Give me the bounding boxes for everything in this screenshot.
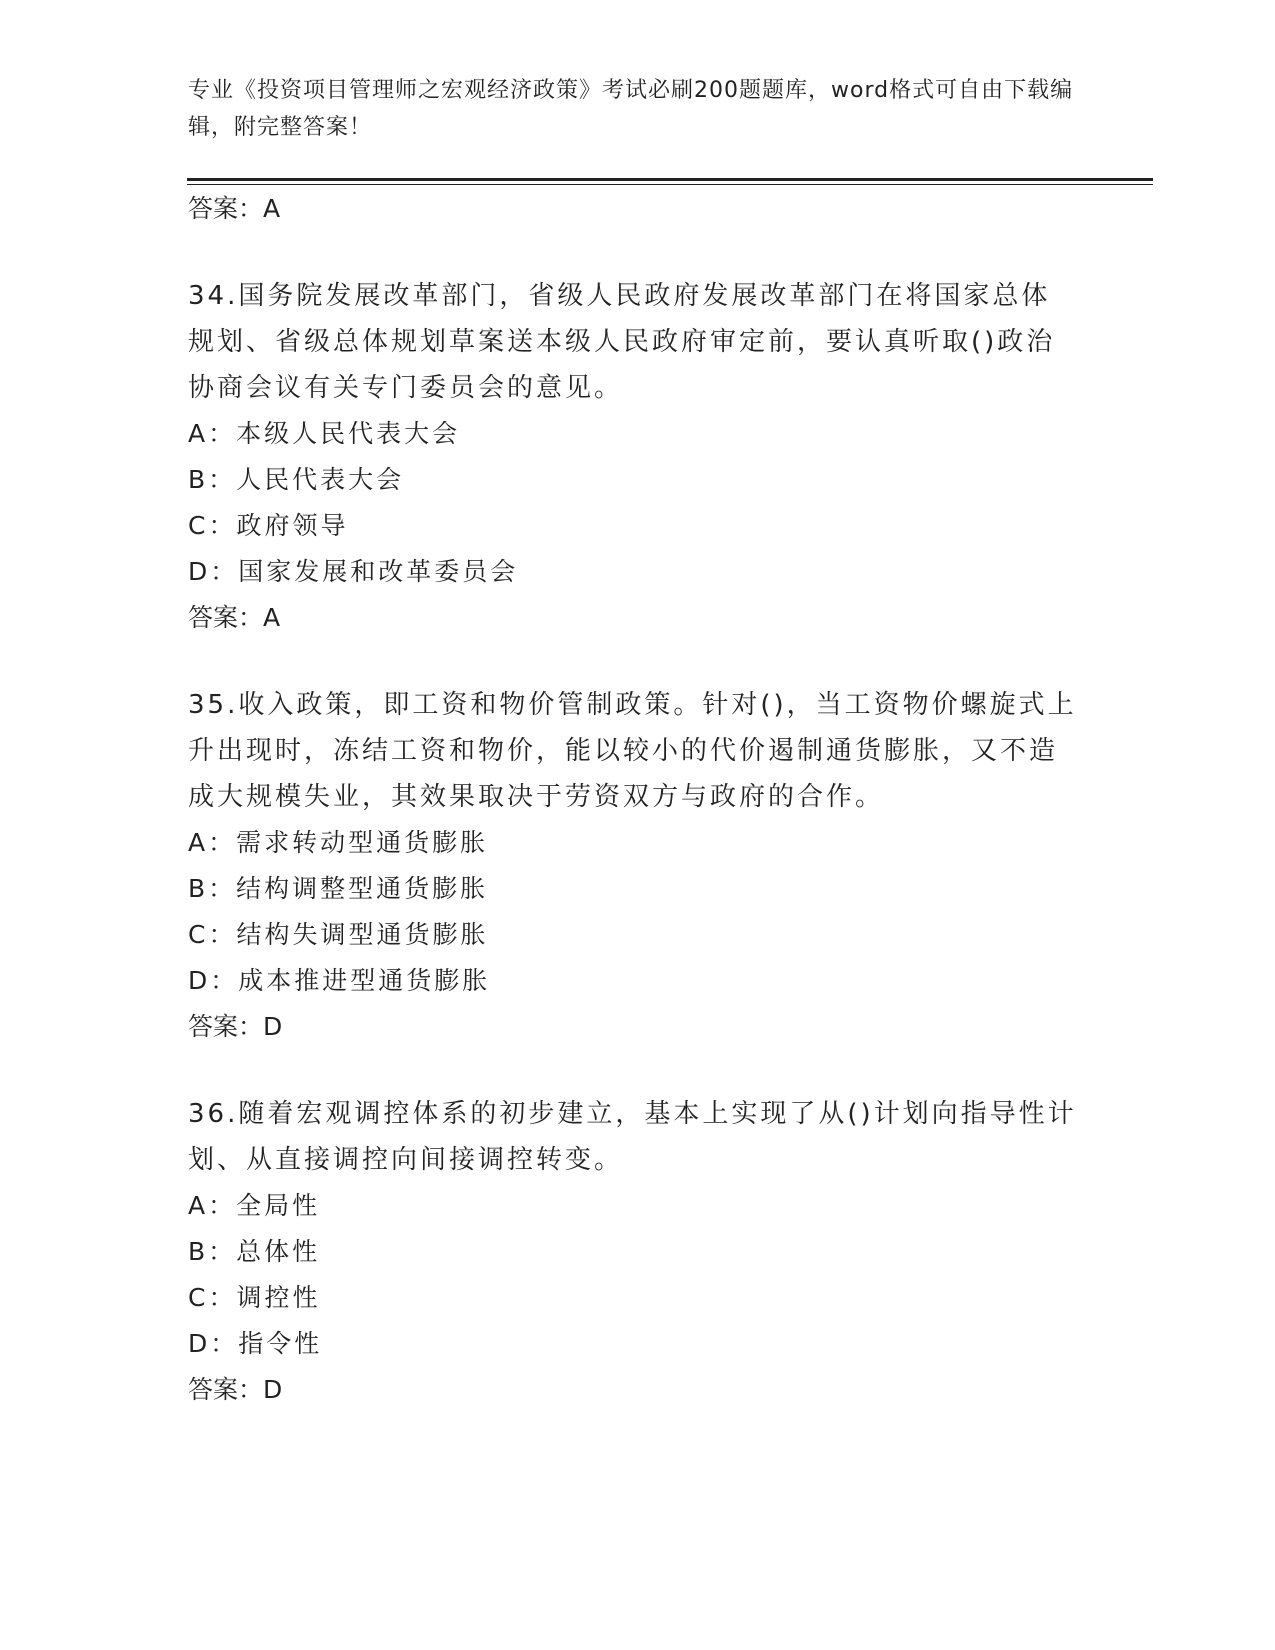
option-b: B：总体性: [188, 1237, 321, 1266]
question-text: 35.收入政策，即工资和物价管制政策。针对()，当工资物价螺旋式上升出现时，冻结工资和物价，能以较小的代价遏制通货膨胀，又不造成大规模失业，其效果取决于劳资双方与政府的合作。: [188, 690, 1077, 812]
previous-answer: 答案：A: [188, 194, 281, 223]
spacer: [188, 231, 1078, 273]
option-b: B：结构调整型通货膨胀: [188, 874, 489, 903]
option-c: C：结构失调型通货膨胀: [188, 920, 489, 949]
document-content: [188, 186, 1078, 1412]
option-a: A：本级人民代表大会: [188, 419, 461, 448]
question-answer: 答案：D: [188, 1375, 283, 1404]
question-35: [188, 682, 1078, 1049]
option-d: D：成本推进型通货膨胀: [188, 966, 491, 995]
document-header: 专业《投资项目管理师之宏观经济政策》考试必刷200题题库，word格式可自由下载编辑，附完整答案！: [188, 78, 1074, 140]
option-a: A：需求转动型通货膨胀: [188, 828, 489, 857]
question-36: [188, 1091, 1078, 1412]
question-text: 34.国务院发展改革部门，省级人民政府发展改革部门在将国家总体规划、省级总体规划草案送本级人民政府审定前，要认真听取()政治协商会议有关专门委员会的意见。: [188, 281, 1056, 403]
option-d: D：指令性: [188, 1329, 323, 1358]
header-rule-thick: [187, 178, 1153, 181]
spacer: [188, 640, 1078, 682]
option-d: D：国家发展和改革委员会: [188, 557, 519, 586]
header-rule-thin: [187, 184, 1153, 185]
spacer: [188, 1049, 1078, 1091]
question-text: 36.随着宏观调控体系的初步建立，基本上实现了从()计划向指导性计划、从直接调控向间接调控转变。: [188, 1099, 1077, 1175]
question-answer: 答案：A: [188, 603, 281, 632]
option-b: B：人民代表大会: [188, 465, 405, 494]
option-c: C：调控性: [188, 1283, 321, 1312]
question-34: [188, 273, 1078, 640]
option-c: C：政府领导: [188, 511, 349, 540]
option-a: A：全局性: [188, 1191, 321, 1220]
question-answer: 答案：D: [188, 1012, 283, 1041]
